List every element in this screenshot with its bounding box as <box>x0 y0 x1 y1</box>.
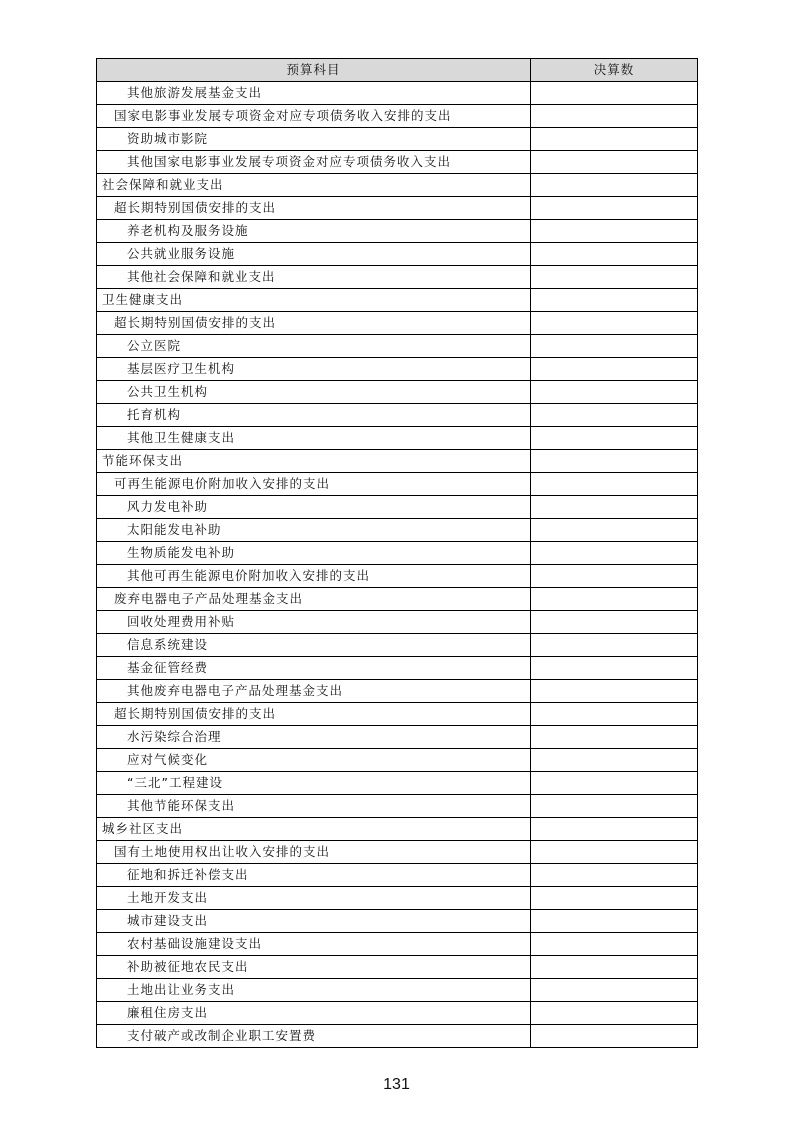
final-amount-cell <box>531 703 698 726</box>
table-row <box>97 450 698 473</box>
table-row <box>97 243 698 266</box>
table-row <box>97 956 698 979</box>
budget-subject-cell: 太阳能发电补助 <box>97 519 531 542</box>
final-amount-cell <box>531 82 698 105</box>
budget-subject-cell: 其他可再生能源电价附加收入安排的支出 <box>97 565 531 588</box>
final-amount-cell <box>531 749 698 772</box>
final-amount-cell <box>531 496 698 519</box>
budget-subject-cell: 其他节能环保支出 <box>97 795 531 818</box>
budget-subject-cell: 超长期特别国债安排的支出 <box>97 703 531 726</box>
budget-subject-cell: 生物质能发电补助 <box>97 542 531 565</box>
budget-subject-cell: 可再生能源电价附加收入安排的支出 <box>97 473 531 496</box>
budget-subject-cell: 水污染综合治理 <box>97 726 531 749</box>
table-row <box>97 818 698 841</box>
table-row <box>97 1002 698 1025</box>
budget-subject-cell: 节能环保支出 <box>97 450 531 473</box>
final-amount-cell <box>531 473 698 496</box>
budget-subject-cell: 废弃电器电子产品处理基金支出 <box>97 588 531 611</box>
budget-subject-cell: 基层医疗卫生机构 <box>97 358 531 381</box>
table-row <box>97 726 698 749</box>
budget-subject-cell: 其他社会保障和就业支出 <box>97 266 531 289</box>
final-amount-cell <box>531 151 698 174</box>
table-row <box>97 657 698 680</box>
final-amount-cell <box>531 312 698 335</box>
final-amount-cell <box>531 128 698 151</box>
budget-subject-cell: 土地开发支出 <box>97 887 531 910</box>
table-row <box>97 542 698 565</box>
table-row <box>97 841 698 864</box>
final-amount-cell <box>531 404 698 427</box>
budget-subject-cell: 其他旅游发展基金支出 <box>97 82 531 105</box>
budget-subject-cell: 托育机构 <box>97 404 531 427</box>
final-amount-cell <box>531 197 698 220</box>
table-row <box>97 703 698 726</box>
final-amount-cell <box>531 450 698 473</box>
budget-subject-cell: 国有土地使用权出让收入安排的支出 <box>97 841 531 864</box>
table-row <box>97 634 698 657</box>
final-amount-cell <box>531 105 698 128</box>
header-amount: 决算数 <box>531 59 698 82</box>
table-row <box>97 473 698 496</box>
table-row <box>97 887 698 910</box>
page-number: 131 <box>383 1076 410 1093</box>
final-amount-cell <box>531 818 698 841</box>
final-amount-cell <box>531 979 698 1002</box>
budget-subject-cell: “三北”工程建设 <box>97 772 531 795</box>
budget-subject-cell: 其他国家电影事业发展专项资金对应专项债务收入支出 <box>97 151 531 174</box>
budget-subject-cell: 风力发电补助 <box>97 496 531 519</box>
budget-subject-cell: 公共卫生机构 <box>97 381 531 404</box>
table-row <box>97 795 698 818</box>
table-row <box>97 82 698 105</box>
final-amount-cell <box>531 381 698 404</box>
budget-subject-cell: 补助被征地农民支出 <box>97 956 531 979</box>
table-row <box>97 404 698 427</box>
final-amount-cell <box>531 289 698 312</box>
budget-subject-cell: 超长期特别国债安排的支出 <box>97 197 531 220</box>
final-amount-cell <box>531 956 698 979</box>
table-row <box>97 220 698 243</box>
final-amount-cell <box>531 565 698 588</box>
table-row <box>97 312 698 335</box>
table-row <box>97 128 698 151</box>
budget-subject-cell: 廉租住房支出 <box>97 1002 531 1025</box>
final-amount-cell <box>531 220 698 243</box>
budget-subject-cell: 城乡社区支出 <box>97 818 531 841</box>
budget-subject-cell: 应对气候变化 <box>97 749 531 772</box>
table-row <box>97 565 698 588</box>
table-row <box>97 174 698 197</box>
final-amount-cell <box>531 795 698 818</box>
final-amount-cell <box>531 634 698 657</box>
final-amount-cell <box>531 519 698 542</box>
table-row <box>97 289 698 312</box>
final-amount-cell <box>531 726 698 749</box>
final-amount-cell <box>531 841 698 864</box>
table-row <box>97 151 698 174</box>
budget-subject-cell: 超长期特别国债安排的支出 <box>97 312 531 335</box>
final-amount-cell <box>531 772 698 795</box>
budget-subject-cell: 国家电影事业发展专项资金对应专项债务收入安排的支出 <box>97 105 531 128</box>
budget-subject-cell: 养老机构及服务设施 <box>97 220 531 243</box>
final-amount-cell <box>531 887 698 910</box>
table-row <box>97 1025 698 1048</box>
final-amount-cell <box>531 864 698 887</box>
final-amount-cell <box>531 1025 698 1048</box>
budget-subject-cell: 信息系统建设 <box>97 634 531 657</box>
budget-subject-cell: 公立医院 <box>97 335 531 358</box>
final-amount-cell <box>531 910 698 933</box>
final-amount-cell <box>531 427 698 450</box>
budget-table <box>96 58 698 1048</box>
final-amount-cell <box>531 588 698 611</box>
final-amount-cell <box>531 266 698 289</box>
table-row <box>97 979 698 1002</box>
budget-subject-cell: 回收处理费用补贴 <box>97 611 531 634</box>
budget-subject-cell: 基金征管经费 <box>97 657 531 680</box>
budget-subject-cell: 资助城市影院 <box>97 128 531 151</box>
budget-subject-cell: 城市建设支出 <box>97 910 531 933</box>
budget-subject-cell: 公共就业服务设施 <box>97 243 531 266</box>
budget-subject-cell: 土地出让业务支出 <box>97 979 531 1002</box>
final-amount-cell <box>531 542 698 565</box>
table-row <box>97 772 698 795</box>
table-header <box>97 59 698 82</box>
final-amount-cell <box>531 657 698 680</box>
table-row <box>97 496 698 519</box>
final-amount-cell <box>531 611 698 634</box>
final-amount-cell <box>531 1002 698 1025</box>
table-row <box>97 381 698 404</box>
final-amount-cell <box>531 335 698 358</box>
final-amount-cell <box>531 243 698 266</box>
table-body <box>97 82 698 1048</box>
table-row <box>97 611 698 634</box>
table-row <box>97 588 698 611</box>
final-amount-cell <box>531 358 698 381</box>
table-row <box>97 680 698 703</box>
table-row <box>97 335 698 358</box>
table-row <box>97 358 698 381</box>
table-row <box>97 864 698 887</box>
budget-subject-cell: 征地和拆迁补偿支出 <box>97 864 531 887</box>
final-amount-cell <box>531 933 698 956</box>
table-row <box>97 749 698 772</box>
header-row <box>97 59 698 82</box>
table-row <box>97 910 698 933</box>
final-amount-cell <box>531 680 698 703</box>
budget-subject-cell: 支付破产或改制企业职工安置费 <box>97 1025 531 1048</box>
table-row <box>97 197 698 220</box>
final-amount-cell <box>531 174 698 197</box>
budget-subject-cell: 卫生健康支出 <box>97 289 531 312</box>
table-row <box>97 105 698 128</box>
table-row <box>97 266 698 289</box>
table-row <box>97 427 698 450</box>
budget-subject-cell: 农村基础设施建设支出 <box>97 933 531 956</box>
budget-subject-cell: 其他卫生健康支出 <box>97 427 531 450</box>
budget-subject-cell: 其他废弃电器电子产品处理基金支出 <box>97 680 531 703</box>
budget-subject-cell: 社会保障和就业支出 <box>97 174 531 197</box>
table-row <box>97 933 698 956</box>
table-row <box>97 519 698 542</box>
header-subject: 预算科目 <box>97 59 531 82</box>
